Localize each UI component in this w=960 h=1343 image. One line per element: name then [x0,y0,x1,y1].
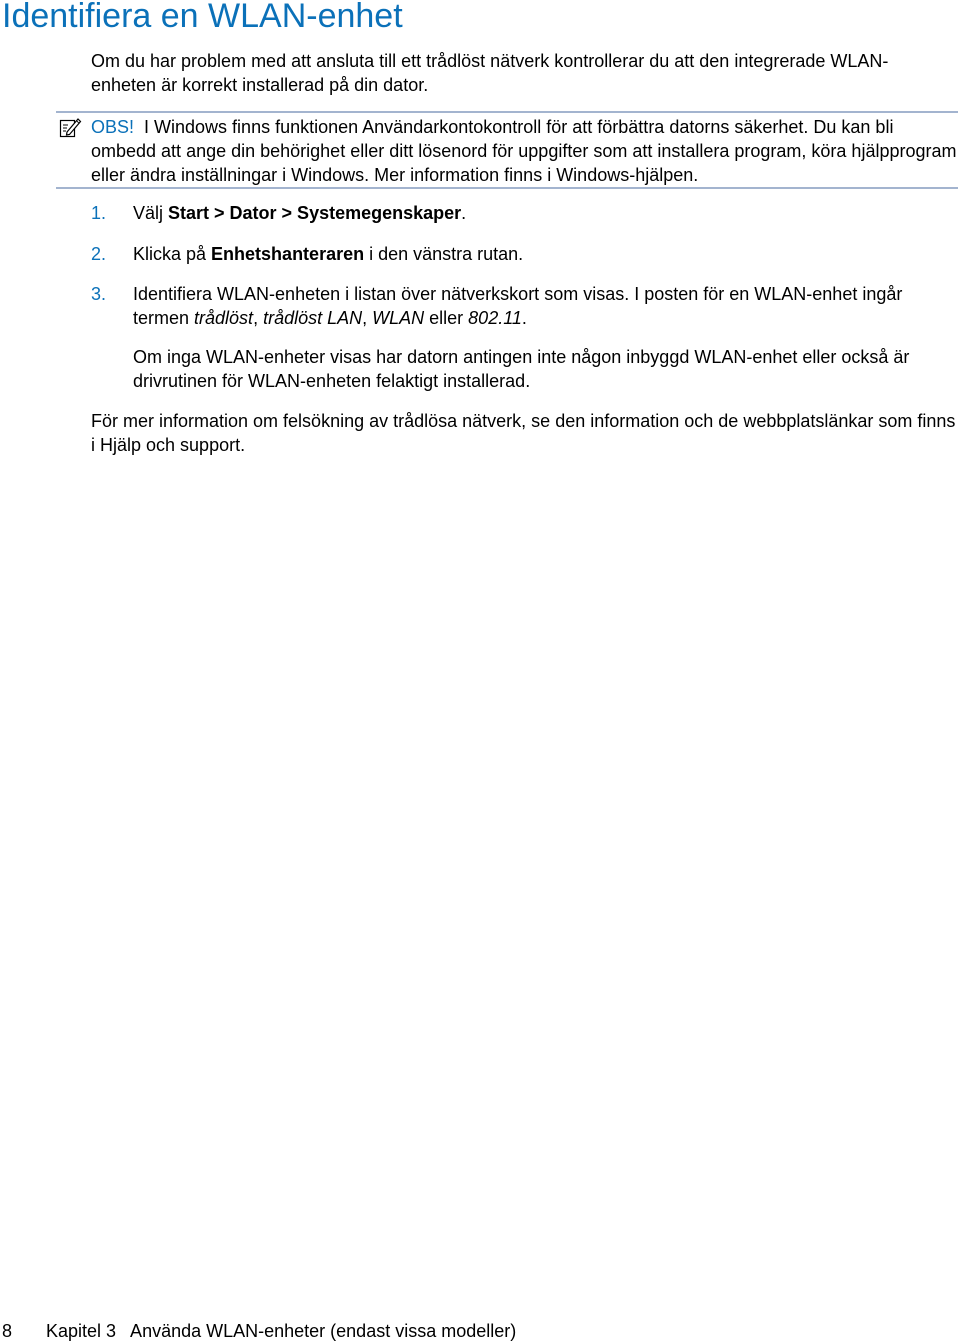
note-body: I Windows finns funktionen Användarkontokontroll för att förbättra datorns säkerhet. Du kan bli ombedd att ange din behörighet eller ditt lösenord för uppgifter som att installera program, köra hjälpprogram eller ändra inställningar i Windows. Mer information finns i Windows-hjälpen. [91,117,957,185]
step-item [91,201,959,225]
ui-term: Enhetshanteraren [211,244,365,264]
chapter-title: Kapitel 3 Använda WLAN-enheter (endast vissa modeller) [46,1321,517,1341]
step-number: 2. [91,244,107,264]
note-text [91,115,960,187]
step-suffix: i den vänstra rutan. [364,244,524,264]
separator: eller [424,308,469,328]
separator: , [253,308,264,328]
page-footer [2,1319,516,1343]
note-pencil-icon [58,115,82,139]
step-number: 3. [91,284,107,304]
page-title: Identifiera en WLAN-enhet [2,0,403,35]
separator: . [521,308,527,328]
step-prefix: Välj [133,203,169,223]
step-item [91,282,959,330]
note-label: OBS! [91,117,135,137]
separator: , [362,308,373,328]
step-suffix: . [461,203,467,223]
final-paragraph: För mer information om felsökning av trådlösa nätverk, se den information och de webbplatslänkar som finns i Hjälp och support. [91,411,956,455]
note-box [56,111,958,189]
step-prefix: Klicka på [133,244,212,264]
term: trådlöst LAN [263,308,363,328]
menu-path: Start > Dator > Systemegenskaper [168,203,462,223]
term: WLAN [372,308,425,328]
step-number: 1. [91,203,107,223]
intro-paragraph: Om du har problem med att ansluta till ett trådlöst nätverk kontrollerar du att den integrerade WLAN-enheten är korrekt installerad på din dator. [91,51,889,95]
step-followup-paragraph: Om inga WLAN-enheter visas har datorn antingen inte någon inbyggd WLAN-enhet eller också är drivrutinen för WLAN-enheten felaktigt installerad. [133,347,910,391]
term: 802.11 [468,308,522,328]
term: trådlöst [194,308,254,328]
page-number: 8 [2,1321,13,1341]
step-text [133,201,959,225]
step-text [133,282,959,330]
step-text [133,242,959,266]
step-body: Identifiera WLAN-enheten i listan över nätverkskort som visas. I posten för en WLAN-enhet ingår termen [133,284,903,328]
step-item [91,242,959,266]
